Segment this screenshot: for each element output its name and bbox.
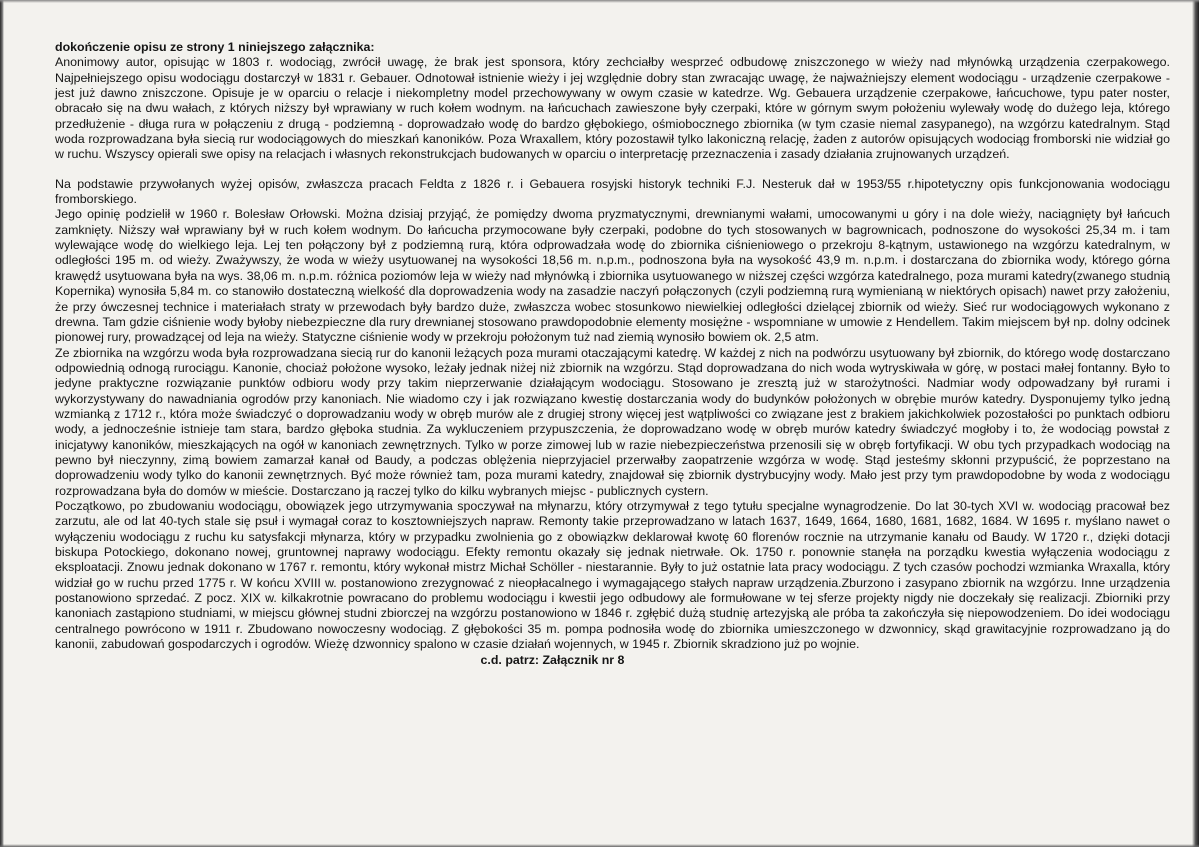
paragraph-anonymous-author: Anonimowy autor, opisując w 1803 r. wodociąg, zwrócił uwagę, że brak jest sponsora, który zechciałby wesprzeć odbudowę zniszczonego w wieży nad młynówką urządzenia czerpakowego. Najpełniejszego opisu wodociągu dostarczył w 1831 r. Gebauer. Odnotował istnienie wieży i jej względnie dobry stan zwracając uwagę, że najważniejszy element wodociągu - urządzenie czerpakowe - jest już dawno zniszczone. Opisuje je w oparciu o relacje i niekompletny model przechowywany w owym czasie w katedrze. Wg. Gebauera urządzenie czerpakowe, łańcuchowe, typu pater noster, obracało się na dwu wałach, z których niższy był wprawiany w ruch kołem wodnym. na łańcuchach zawieszone były czerpaki, które w górnym swym położeniu wylewały wodę do dużego leja, którego przedłużenie - długa rura w połączeniu z drugą - podziemną - doprowadzało wodę do bardzo głębokiego, ośmiobocznego zbiornika (w tym czasie niemal zasypanego), na wzgórzu katedralnym. Stąd woda rozprowadzana była siecią rur wodociągowych do mieszkań kanoników. Poza Wraxallem, który pozostawił tylko lakoniczną relację, żaden z autorów opisujących wodociąg fromborski nie widział go w ruchu. Wszyscy opierali swe opisy na relacjach i własnych rekonstrukcjach budowanych w oparciu o interpretację przeznaczenia i zasady działania zrujnowanych urządzeń. <box>55 55 1170 162</box>
paragraph-distribution: Ze zbiornika na wzgórzu woda była rozprowadzana siecią rur do kanonii leżących poza murami otaczającymi katedrę. W każdej z nich na podwórzu usytuowany był zbiornik, do którego wodę dostarczano odpowiednią odnogą rurociągu. Kanonie, chociaż położone wysoko, leżały jednak niżej niż zbiornik na wzgórzu. Stąd doprowadzana do nich woda wytryskiwała w górę, w postaci małej fontanny. Było to jedyne praktyczne rozwiązanie punktów odbioru wody przy takim nieprzerwanie działającym wodociągu. Stosowano je zresztą już w starożytności. Nadmiar wody odpowadzany był rurami i wykorzystywany do nawadniania ogrodów przy kanoniach. Nie wiadomo czy i jak rozwiązano kwestię dostarczania wody do budynków położonych w obrębie murów katedry. Dysponujemy tylko jedną wzmianką z 1712 r., która może świadczyć o doprowadzaniu wody w obręb murów ale z drugiej strony więcej jest wątpliwości co związane jest z brakiem jakichkolwiek pozostałości po punktach odbioru wody, a jednocześnie istnieje tam stara, bardzo głęboka studnia. Za wykluczeniem przypuszczenia, że doprowadzano wodę w obręb murów katedry świadczyć mogłoby i to, że wodociąg powstał z inicjatywy kanoników, mieszkających na ogół w kanoniach zewnętrznych. Tylko w porze zimowej lub w razie niebezpieczeństwa przenosili się w obręb fortyfikacji. W obu tych przypadkach wodociąg na pewno był nieczynny, zimą bowiem zamarzał kanał od Baudy, a podczas oblężenia nieprzyjaciel przerwałby zaopatrzenie wzgórza w wodę. Stąd jesteśmy skłonni przypuścić, że poprzestano na doprowadzeniu wody tylko do kanonii zewnętrznych. Być może również tam, poza murami katedry, znajdował się zbiornik dystrybucyjny wody. Mało jest przy tym prawdopodobne by woda z wodociągu rozprowadzana była do domów w mieście. Dostarczano ją raczej tylko do kilku wybranych miejsc - publicznych cystern. <box>55 345 1170 498</box>
paragraph-gap <box>55 163 1170 177</box>
scan-edge-left <box>0 0 4 847</box>
continuation-footer: c.d. patrz: Załącznik nr 8 <box>480 653 625 668</box>
paragraph-history: Początkowo, po zbudowaniu wodociągu, obowiązek jego utrzymywania spoczywał na młynarzu, który otrzymywał z tego tytułu specjalne wynagrodzenie. Do lat 30-tych XVI w. wodociąg pracował bez zarzutu, ale od lat 40-tych stale się psuł i wymagał coraz to kosztowniejszych napraw. Remonty takie przeprowadzano w latach 1637, 1649, 1664, 1680, 1681, 1682, 1684. W 1695 r. myślano nawet o wyłączeniu wodociągu z ruchu ku satysfakcji młynarza, który w przypadku zwolnienia go z obowiązkw deklarował kwotę 60 florenów rocznie na utrzymanie kanału od Baudy. W 1720 r., dzięki dotacji biskupa Potockiego, dokonano nowej, gruntownej naprawy wodociągu. Efekty remontu okazały się jednak nietrwałe. Ok. 1750 r. ponownie stanęła na porządku kwestia wyłączenia wodociągu z eksploatacji. Znowu jednak dokonano w 1767 r. remontu, który wykonał mistrz Michał Schöller - niestarannie. Były to już ostatnie lata pracy wodociągu. Z tych czasów pochodzi wzmianka Wraxalla, który widział go w ruchu przed 1775 r. W końcu XVIII w. postanowiono zrezygnować z nieopłacalnego i wymagającego stałych napraw urządzenia.Zburzono i zasypano zbiornik na wzgórzu. Inne urządzenia postanowiono sprzedać. Z pocz. XIX w. kilkakrotnie powracano do problemu wodociągu i kwestii jego odbudowy ale formułowane w tej sferze projekty nigdy nie doczekały się realizacji. Zbiorniki przy kanoniach zastąpiono studniami, w miejscu głównej studni zbiorczej na wzgórzu postanowiono w 1846 r. zgłębić dużą studnię artezyjską ale próba ta zakończyła się niepowodzeniem. Do idei wodociągu centralnego powrócono w 1911 r. Zbudowano nowoczesny wodociąg. Z głębokości 35 m. pompa podnosiła wodę do zbiornika umieszczonego w dzwonnicy, skąd grawitacyjnie rozprowadzano ją do kanonii, zabudowań gospodarczych i ogrodów. Wieżę dzwonnicy spalono w czasie działań wojennych, w 1945 r. Zbiornik skradziono już po wojnie. <box>55 498 1170 652</box>
scan-edge-right <box>1192 0 1199 847</box>
continuation-heading: dokończenie opisu ze strony 1 niniejszego załącznika: <box>55 40 375 54</box>
document-body <box>55 40 1170 669</box>
paragraph-nesteruk: Na podstawie przywołanych wyżej opisów, zwłaszcza pracach Feldta z 1826 r. i Gebauera rosyjski historyk techniki F.J. Nesteruk dał w 1953/55 r.hipotetyczny opis funkcjonowania wodociągu fromborskiego. <box>55 176 1170 207</box>
paragraph-orlowski: Jego opinię podzielił w 1960 r. Bolesław Orłowski. Można dzisiaj przyjąć, że pomiędzy dwoma pryzmatycznymi, drewnianymi wałami, umocowanymi u góry i na dole wieży, naciągnięty był łańcuch zamknięty. Niższy wał wprawiany był w ruch kołem wodnym. Do łańcucha przymocowane były czerpaki, podobne do tych stosowanych w bagrownicach, podnoszone do wysokości 25,34 m. i tam wylewające wodę do wielkiego leja. Lej ten połączony był z podziemną rurą, która odprowadzała wodę do zbiornika ciśnieniowego o przekroju 8-kątnym, ustawionego na wzgórzu katedralnym, w odległości 195 m. od wieży. Zważywszy, że woda w wieży usytuowanej na wysokości 18,56 m. n.p.m., podnoszona była na wysokość 43,9 m. n.p.m. i dostarczana do zbiornika wody, którego górna krawędź usytuowana była na wys. 38,06 m. n.p.m. różnica poziomów leja w wieży nad młynówką i zbiornika usytuowanego w niższej części wzgórza katedralnego, poza murami katedry(zwanego studnią Kopernika) wynosiła 5,84 m. co stanowiło dostateczną wielkość dla doprowadzenia wody na zasadzie naczyń połączonych (czyli podziemną rurą wymienianą w niektórych opisach) nawet przy założeniu, że przy ówczesnej technice i materiałach straty w przewodach były bardzo duże, zwłaszcza wobec stosunkowo niewielkiej odległości dzielącej zbiornik od wieży. Sieć rur wodociągowych wykonano z drewna. Tam gdzie ciśnienie wody byłoby niebezpieczne dla rury drewnianej stosowano prawdopodobnie elementy mosiężne - wspomniane w umowie z Hendellem. Takim miejscem był np. dolny odcinek pionowej rury, prowadzącej od leja na wieży. Statyczne ciśnienie wody w przekroju położonym tuż nad ziemią wynosiło bowiem ok. 2,5 atm. <box>55 207 1170 345</box>
scan-edge-top <box>0 0 1199 3</box>
